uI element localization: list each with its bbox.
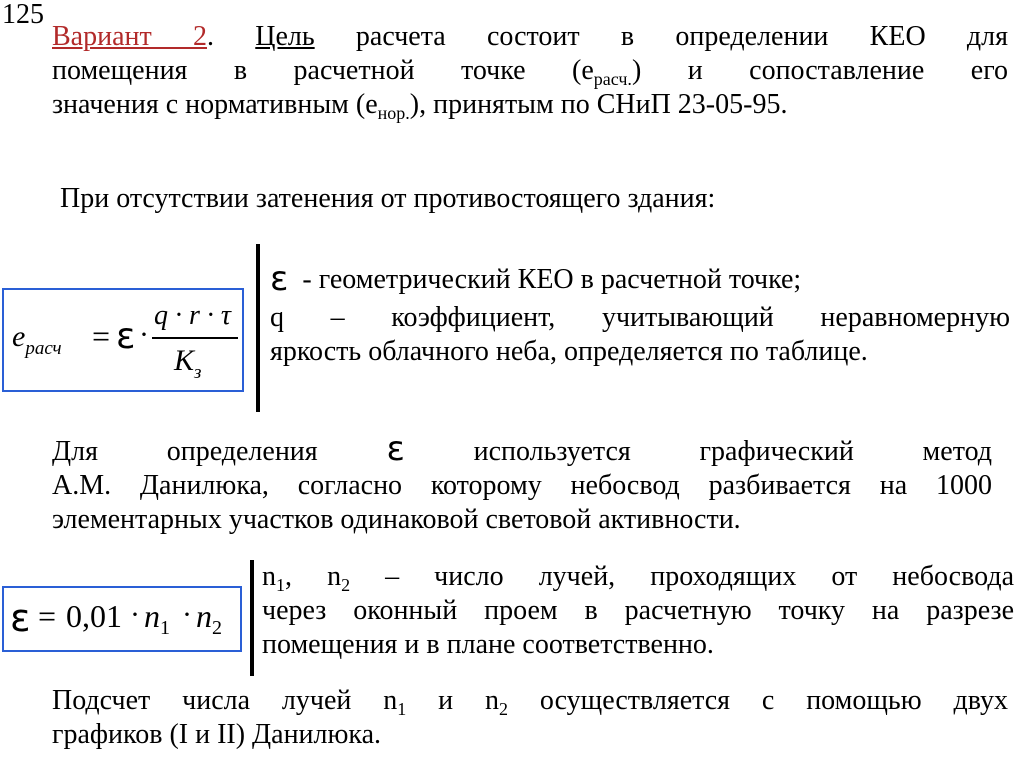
intro-line-2-b: ) и сопоставление его — [631, 55, 1008, 86]
n-definition-line-1 — [262, 560, 1014, 594]
eps-symbol-inline: ε — [386, 429, 405, 469]
formula2-explanation — [262, 560, 1014, 662]
counting-line-1-c: осуществляется с помощью двух — [508, 685, 1008, 716]
formula1-eps-symbol: ε — [116, 316, 136, 357]
intro-line-2 — [52, 54, 1008, 88]
page-number: 125 — [2, 0, 44, 30]
n1-label: n — [262, 561, 276, 592]
formula2-n2: $n_2$ — [196, 598, 222, 639]
no-shading-text: При отсутствии затенения от противостоящего здания: — [60, 183, 716, 214]
counting-sub-2: 2 — [499, 699, 509, 719]
intro-line-1: Вариант 2. Цель расчета состоит в определении КЕО для — [52, 21, 1009, 52]
danilyuk-line-1 — [52, 429, 993, 469]
counting-line-1-a: Подсчет числа лучей n — [52, 685, 398, 716]
danilyuk-line-2: А.М. Данилюка, согласно которому небосвод разбивается на 1000 — [52, 470, 992, 501]
goal-label: Цель — [255, 21, 315, 52]
n2-label: n — [327, 561, 342, 592]
formula1-lhs: $e_{расч}$ — [12, 320, 62, 359]
formula1-denominator: $K_з$ — [174, 344, 202, 383]
counting-sub-1: 1 — [397, 699, 407, 719]
n-definition-line-2: через оконный проем в расчетную точку на разрезе — [262, 595, 1014, 626]
formula1-fraction-bar — [152, 337, 238, 339]
eps-symbol: ε — [270, 259, 289, 299]
counting-line-1-b: и n — [406, 685, 500, 716]
counting-line-2: графиков (I и II) Данилюка. — [52, 719, 382, 750]
counting-paragraph — [52, 684, 1008, 752]
formula2-dot-2: · — [182, 598, 192, 631]
intro-line-3 — [52, 88, 1008, 122]
intro-line-3-sub: нор. — [377, 103, 410, 123]
formula1-numerator: q · r · τ — [154, 300, 231, 331]
formula2-eq: = — [38, 598, 57, 634]
formula2-dot-1: · — [130, 598, 140, 631]
q-definition-line-1: q – коэффициент, учитывающий неравномерную — [270, 302, 1010, 333]
formula1-eq: = — [92, 318, 111, 354]
intro-line-2-a: помещения в расчетной точке (е — [52, 55, 594, 86]
formula1-explanation — [270, 259, 1010, 369]
intro-paragraph — [52, 20, 1008, 122]
n-separator: , — [285, 561, 292, 592]
intro-line-3-a: значения с нормативным (е — [52, 89, 378, 120]
formula1-divider — [256, 244, 260, 412]
danilyuk-paragraph — [52, 429, 993, 537]
n2-sub: 2 — [341, 575, 351, 595]
variant-label: Вариант 2 — [52, 21, 207, 52]
n-definition-line-1-text: – число лучей, проходящих от небосвода — [385, 561, 1014, 592]
formula2-divider — [250, 560, 254, 676]
q-definition-line-2: яркость облачного неба, определяется по таблице. — [270, 336, 868, 367]
danilyuk-line-1-b: используется графический метод — [473, 436, 993, 467]
formula2-n1: $n_1$ — [144, 598, 170, 639]
n-definition-line-3: помещения и в плане соответственно. — [262, 629, 714, 660]
danilyuk-line-3: элементарных участков одинаковой световой активности. — [52, 504, 741, 535]
formula-kep-box — [2, 288, 244, 392]
intro-line-2-sub: расч. — [593, 69, 632, 89]
n1-sub: 1 — [276, 575, 285, 595]
counting-line-1 — [52, 684, 1008, 718]
intro-line-1-text: расчета состоит в определении КЕО для — [355, 21, 1009, 52]
formula2-coef: 0,01 — [66, 598, 122, 634]
formula1-dot: · — [139, 318, 149, 351]
intro-line-3-b: ), принятым по СНиП 23-05-95. — [409, 89, 788, 120]
formula2-eps-symbol: ε — [10, 596, 31, 640]
eps-definition-text: - геометрический КЕО в расчетной точке; — [302, 264, 802, 295]
formula-eps-box — [2, 586, 242, 652]
danilyuk-line-1-a: Для определения — [52, 436, 318, 467]
eps-definition-line — [270, 259, 1010, 299]
